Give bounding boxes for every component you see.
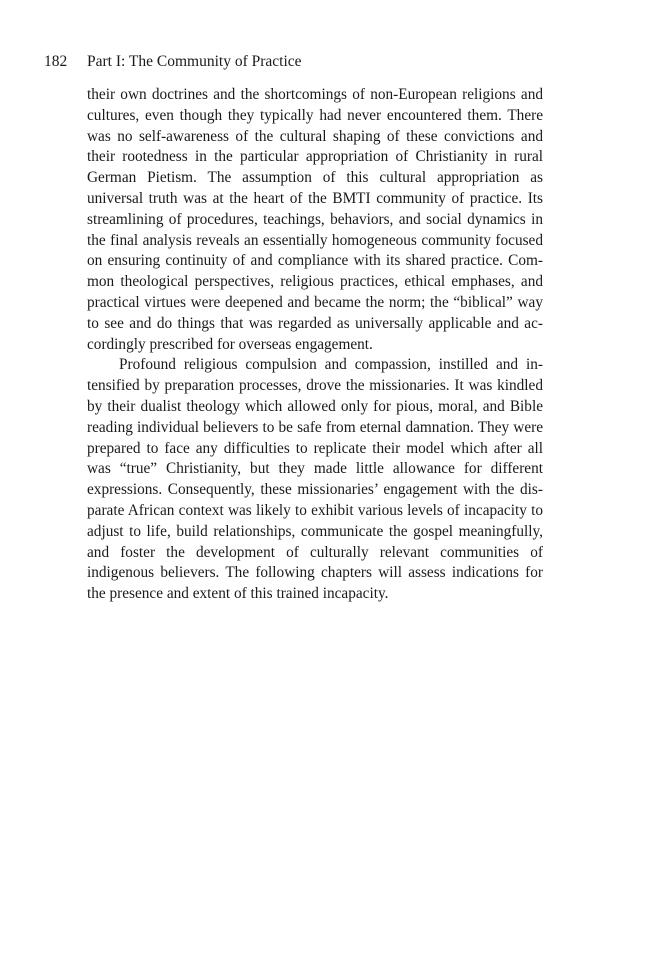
body-text	[87, 85, 543, 605]
paragraph: Profound religious compulsion and compassion, instilled and intensified by preparation processes, drove the missionaries. It was kindled by their dualist theology which allowed only for pious, moral, and Bible reading individual believers to be safe from eternal damnation. They were prepared to face any difficulties to replicate their model which after all was “true” Christianity, but they made little allowance for different expressions. Consequently, these missionaries’ engagement with the disparate African context was likely to exhibit various levels of incapacity to adjust to life, build relationships, communicate the gospel meaningfully, and foster the development of culturally relevant communities of indigenous believers. The following chapters will assess indications for the presence and extent of this trained incapacity.	[87, 356, 543, 603]
running-head	[44, 51, 544, 73]
running-title: Part I: The Community of Practice	[87, 53, 302, 70]
paragraph-continued: their own doctrines and the shortcomings of non-European religions and cultures, even though they typically had never encountered them. There was no self-awareness of the cultural shaping of these convictions and their rootedness in the particular appropriation of Christianity in rural German Pietism. The assumption of this cultural appropriation as universal truth was at the heart of the BMTI community of practice. Its streamlining of procedures, teachings, behaviors, and social dynamics in the final analysis reveals an essentially homogeneous community focused on ensuring continuity of and compliance with its shared practice. Common theological perspectives, religious practices, ethical emphases, and practical virtues were deepened and became the norm; the “biblical” way to see and do things that was regarded as universally applicable and accordingly prescribed for overseas engagement.	[87, 86, 543, 353]
page-number: 182	[44, 53, 68, 70]
